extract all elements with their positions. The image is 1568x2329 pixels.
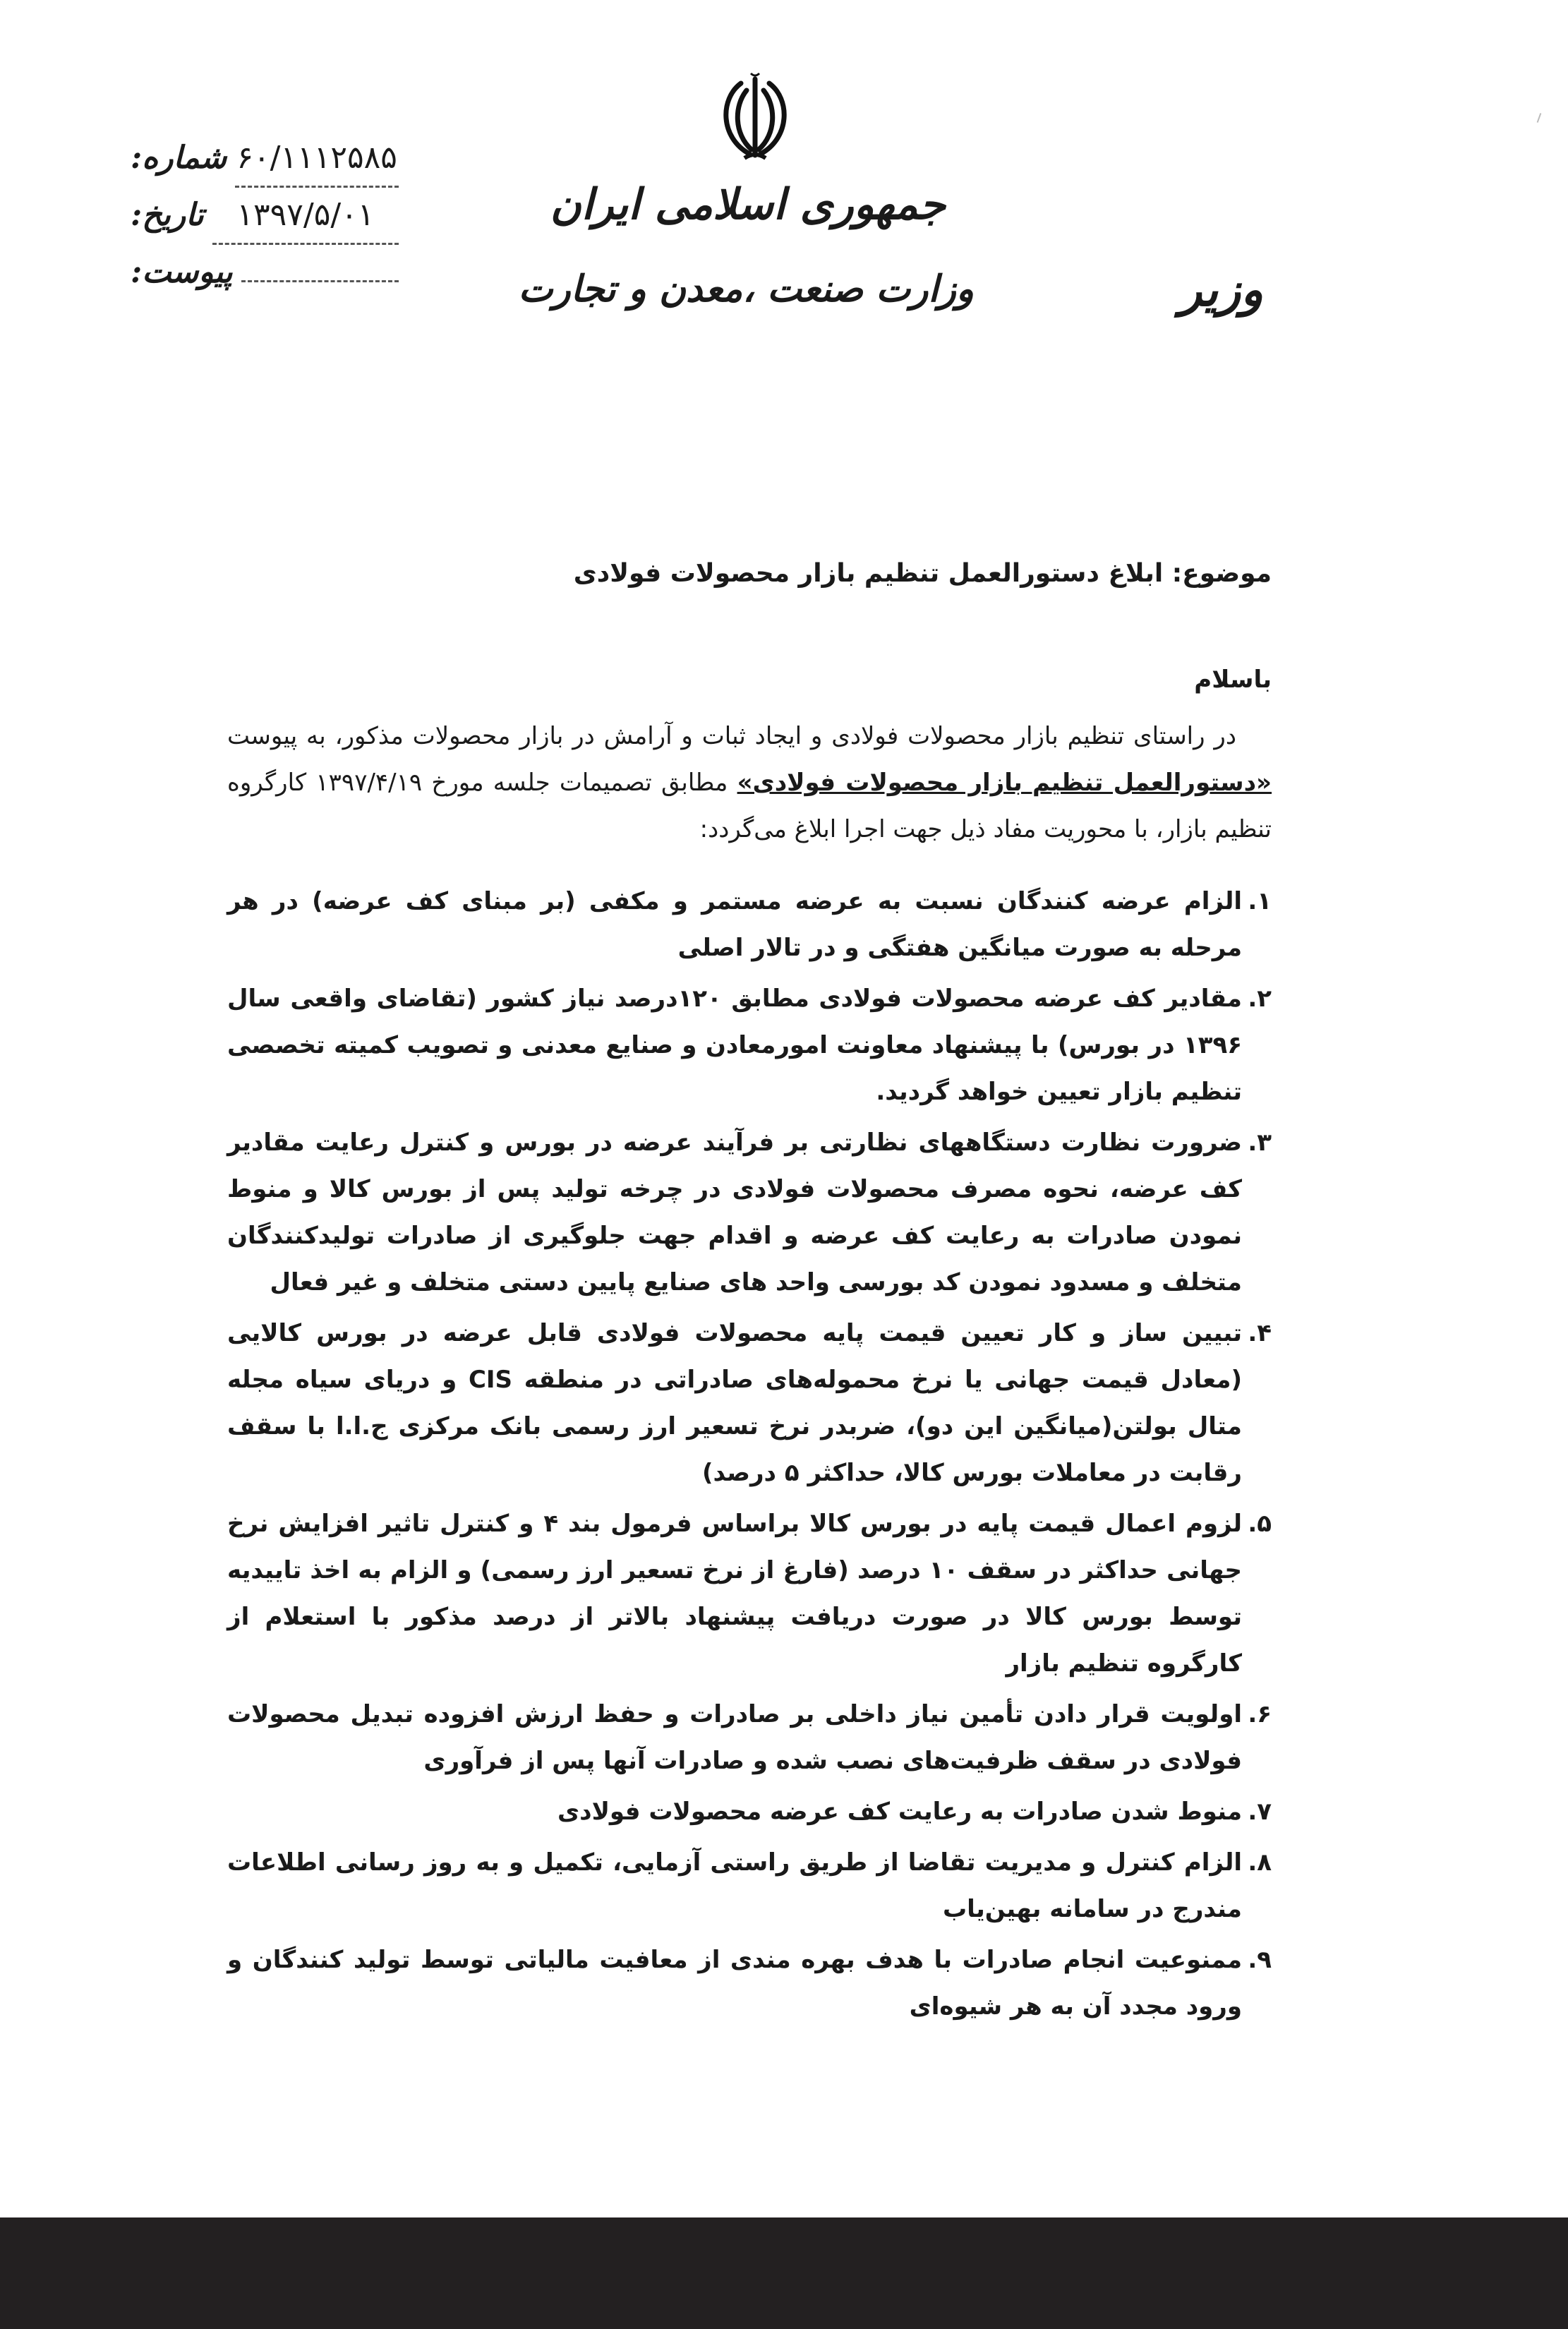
item-text: اولویت قرار دادن تأمین نیاز داخلی بر صادرات و حفظ ارزش افزوده تبدیل محصولات فولادی در سقف ظرفیت‌های نصب شده و صادرات آنها پس از فرآوری [227, 1700, 1242, 1775]
item-number: ۱. [1248, 887, 1272, 915]
iran-emblem-icon [713, 71, 797, 166]
date-value: ۱۳۹۷/۵/۰۱ [212, 188, 399, 245]
item-text: لزوم اعمال قیمت پایه در بورس کالا براساس فرمول بند ۴ و کنترل تاثیر افزایش نرخ جهانی حداکثر در سقف ۱۰ درصد (فارغ از نرخ تسعیر ارز رسمی) و الزام به اخذ تاییدیه توسط بورس کالا در صورت دریافت پیشنهاد بالاتر از درصد مذکور با استعلام از کارگروه تنظیم بازار [227, 1510, 1242, 1678]
number-value: ۶۰/۱۱۱۲۵۸۵ [235, 131, 399, 188]
ministry-title: وزارت صنعت ،معدن و تجارت [518, 267, 974, 311]
item-number: ۲. [1248, 985, 1272, 1013]
letter-body [227, 656, 1272, 2034]
item-text: الزام عرضه کنندگان نسبت به عرضه مستمر و مکفی (بر مبنای کف عرضه) در هر مرحله به صورت میانگین هفتگی و در تالار اصلی [227, 887, 1242, 962]
list-item [227, 1937, 1272, 2030]
scan-bottom-band [0, 2217, 1568, 2329]
list-item [227, 878, 1272, 971]
intro-part2: مطابق تصمیمات جلسه مورخ ۱۳۹۷/۴/۱۹ کارگروه تنظیم بازار، با محوریت مفاد ذیل جهت اجرا ابلاغ می‌گردد: [227, 769, 1272, 843]
list-item [227, 1500, 1272, 1687]
item-text: مقادیر کف عرضه محصولات فولادی مطابق ۱۲۰درصد نیاز کشور (تقاضای واقعی سال ۱۳۹۶ در بورس) با پیشنهاد معاونت امورمعادن و صنایع معدنی و تصویب کمیته تخصصی تنظیم بازار تعیین خواهد گردید. [227, 985, 1242, 1106]
item-number: ۷. [1248, 1798, 1272, 1826]
list-item [227, 1691, 1272, 1784]
republic-title: جمهوری اسلامی ایران [550, 180, 946, 229]
directive-list [227, 878, 1272, 2030]
item-number: ۶. [1248, 1700, 1272, 1728]
item-number: ۴. [1248, 1319, 1272, 1347]
greeting: باسلام [1194, 666, 1272, 694]
intro-paragraph [227, 713, 1272, 853]
list-item [227, 975, 1272, 1115]
item-text: الزام کنترل و مدیریت تقاضا از طریق راستی آزمایی، تکمیل و به روز رسانی اطلاعات مندرج در سامانه بهین‌یاب [227, 1848, 1242, 1923]
attachment-label: پیوست: [131, 254, 233, 290]
item-number: ۳. [1248, 1129, 1272, 1157]
item-number: ۹. [1248, 1946, 1272, 1974]
subject-line: موضوع: ابلاغ دستورالعمل تنظیم بازار محصولات فولادی [573, 559, 1272, 588]
item-number: ۵. [1248, 1510, 1272, 1538]
number-row [131, 131, 399, 188]
number-label: شماره: [131, 140, 227, 176]
scan-mark [1537, 113, 1542, 123]
item-text: ضرورت نظارت دستگاههای نظارتی بر فرآیند عرضه در بورس و کنترل رعایت مقادیر کف عرضه، نحوه مصرف محصولات فولادی در چرخه تولید پس از بورس کالا و منوط نمودن صادرات به رعایت کف عرضه و اقدام جهت جلوگیری از صادرات تولیدکنندگان متخلف و مسدود نمودن کد بورسی واحد های صنایع پایین دستی متخلف و غیر فعال [227, 1129, 1242, 1296]
item-number: ۸. [1248, 1848, 1272, 1877]
list-item [227, 1788, 1272, 1835]
item-text: منوط شدن صادرات به رعایت کف عرضه محصولات فولادی [557, 1798, 1242, 1826]
list-item [227, 1310, 1272, 1496]
date-row [131, 188, 399, 245]
item-text: ممنوعیت انجام صادرات با هدف بهره مندی از معافیت مالیاتی توسط تولید کنندگان و ورود مجدد آن به هر شیوه‌ای [227, 1946, 1242, 2021]
letter-meta [131, 131, 399, 300]
minister-title: وزیر [1179, 262, 1263, 317]
list-item [227, 1119, 1272, 1306]
intro-part1: در راستای تنظیم بازار محصولات فولادی و ایجاد ثبات و آرامش در بازار محصولات مذکور، به پیوست [227, 722, 1236, 750]
list-item [227, 1839, 1272, 1932]
attachment-row [131, 245, 399, 300]
attachment-value [241, 249, 399, 282]
item-text: تبیین ساز و کار تعیین قیمت پایه محصولات فولادی قابل عرضه در بورس کالایی (معادل قیمت جهانی یا نرخ محموله‌های صادراتی در منطقه CIS و دریای سیاه مجله متال بولتن(میانگین این دو)، ضربدر نرخ تسعیر ارز رسمی بانک مرکزی ج.ا.ا با سقف رقابت در معاملات بورس کالا، حداکثر ۵ درصد) [227, 1319, 1242, 1487]
date-label: تاریخ: [131, 197, 204, 233]
instruction-title: «دستورالعمل تنظیم بازار محصولات فولادی» [737, 769, 1272, 797]
